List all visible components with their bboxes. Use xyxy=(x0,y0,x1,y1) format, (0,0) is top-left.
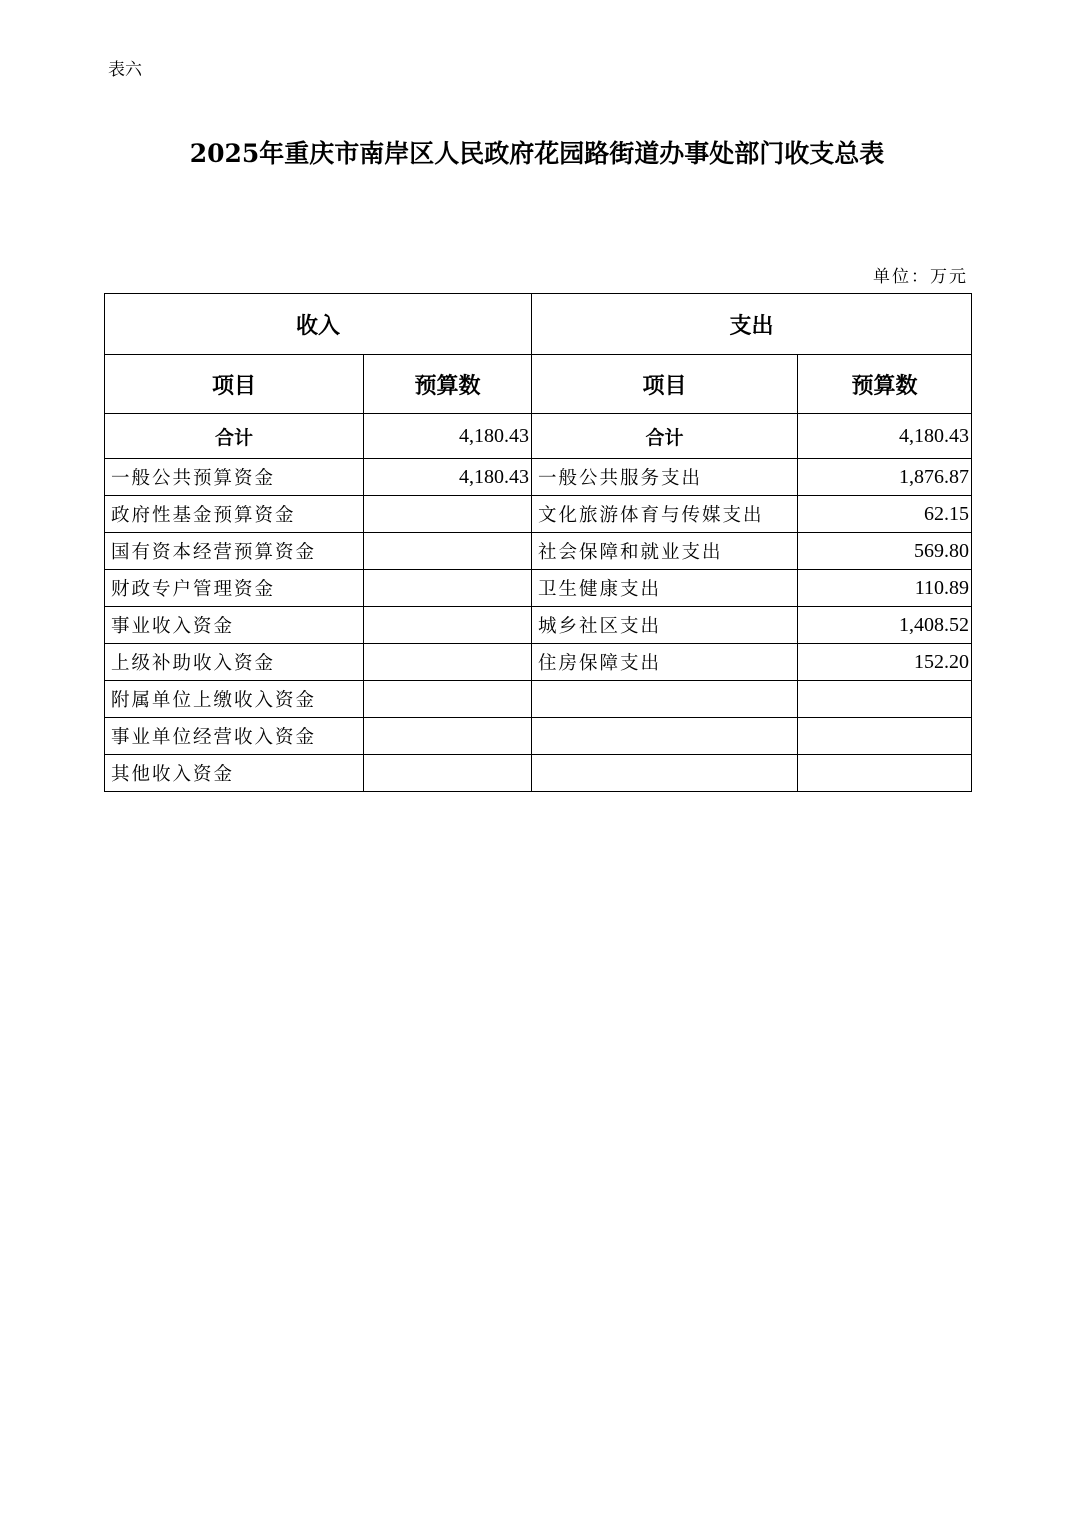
income-item-value xyxy=(364,644,532,681)
expense-item-label xyxy=(532,681,798,718)
income-item-label: 事业收入资金 xyxy=(105,607,364,644)
income-item-label: 一般公共预算资金 xyxy=(105,459,364,496)
income-item-value xyxy=(364,718,532,755)
table-row xyxy=(105,644,972,681)
table-row xyxy=(105,755,972,792)
expense-item-value: 569.80 xyxy=(798,533,972,570)
income-section-header: 收入 xyxy=(105,294,532,355)
expense-item-value xyxy=(798,755,972,792)
expense-total-value: 4,180.43 xyxy=(798,414,972,459)
expense-item-label xyxy=(532,718,798,755)
income-item-label: 财政专户管理资金 xyxy=(105,570,364,607)
budget-table xyxy=(104,293,972,792)
expense-item-label: 社会保障和就业支出 xyxy=(532,533,798,570)
income-item-value xyxy=(364,607,532,644)
income-item-label: 政府性基金预算资金 xyxy=(105,496,364,533)
expense-item-label xyxy=(532,755,798,792)
income-budget-header: 预算数 xyxy=(364,355,532,414)
total-row xyxy=(105,414,972,459)
page-title: 2025年重庆市南岸区人民政府花园路街道办事处部门收支总表 xyxy=(189,139,885,168)
expense-item-label: 住房保障支出 xyxy=(532,644,798,681)
expense-item-header: 项目 xyxy=(532,355,798,414)
table-row xyxy=(105,533,972,570)
expense-total-label: 合计 xyxy=(532,414,798,459)
income-item-label: 上级补助收入资金 xyxy=(105,644,364,681)
table-row xyxy=(105,496,972,533)
income-item-value xyxy=(364,570,532,607)
income-item-value xyxy=(364,533,532,570)
expense-item-value: 1,408.52 xyxy=(798,607,972,644)
expense-item-value: 110.89 xyxy=(798,570,972,607)
expense-item-value: 152.20 xyxy=(798,644,972,681)
expense-item-label: 一般公共服务支出 xyxy=(532,459,798,496)
income-total-label: 合计 xyxy=(105,414,364,459)
table-row xyxy=(105,607,972,644)
income-item-value xyxy=(364,496,532,533)
table-row xyxy=(105,570,972,607)
income-item-header: 项目 xyxy=(105,355,364,414)
expense-item-value xyxy=(798,718,972,755)
expense-item-value: 62.15 xyxy=(798,496,972,533)
income-item-label: 附属单位上缴收入资金 xyxy=(105,681,364,718)
unit-label: 单位：万元 xyxy=(873,267,968,287)
table-number: 表六 xyxy=(108,60,142,80)
expense-section-header: 支出 xyxy=(532,294,972,355)
table-row xyxy=(105,681,972,718)
income-total-value: 4,180.43 xyxy=(364,414,532,459)
expense-item-label: 城乡社区支出 xyxy=(532,607,798,644)
expense-item-label: 文化旅游体育与传媒支出 xyxy=(532,496,798,533)
income-item-value xyxy=(364,755,532,792)
income-item-value: 4,180.43 xyxy=(364,459,532,496)
table-row xyxy=(105,459,972,496)
expense-item-value: 1,876.87 xyxy=(798,459,972,496)
income-item-label: 事业单位经营收入资金 xyxy=(105,718,364,755)
expense-budget-header: 预算数 xyxy=(798,355,972,414)
income-item-value xyxy=(364,681,532,718)
expense-item-label: 卫生健康支出 xyxy=(532,570,798,607)
table-row xyxy=(105,718,972,755)
income-item-label: 国有资本经营预算资金 xyxy=(105,533,364,570)
column-header-row xyxy=(105,355,972,414)
income-item-label: 其他收入资金 xyxy=(105,755,364,792)
section-header-row xyxy=(105,294,972,355)
expense-item-value xyxy=(798,681,972,718)
